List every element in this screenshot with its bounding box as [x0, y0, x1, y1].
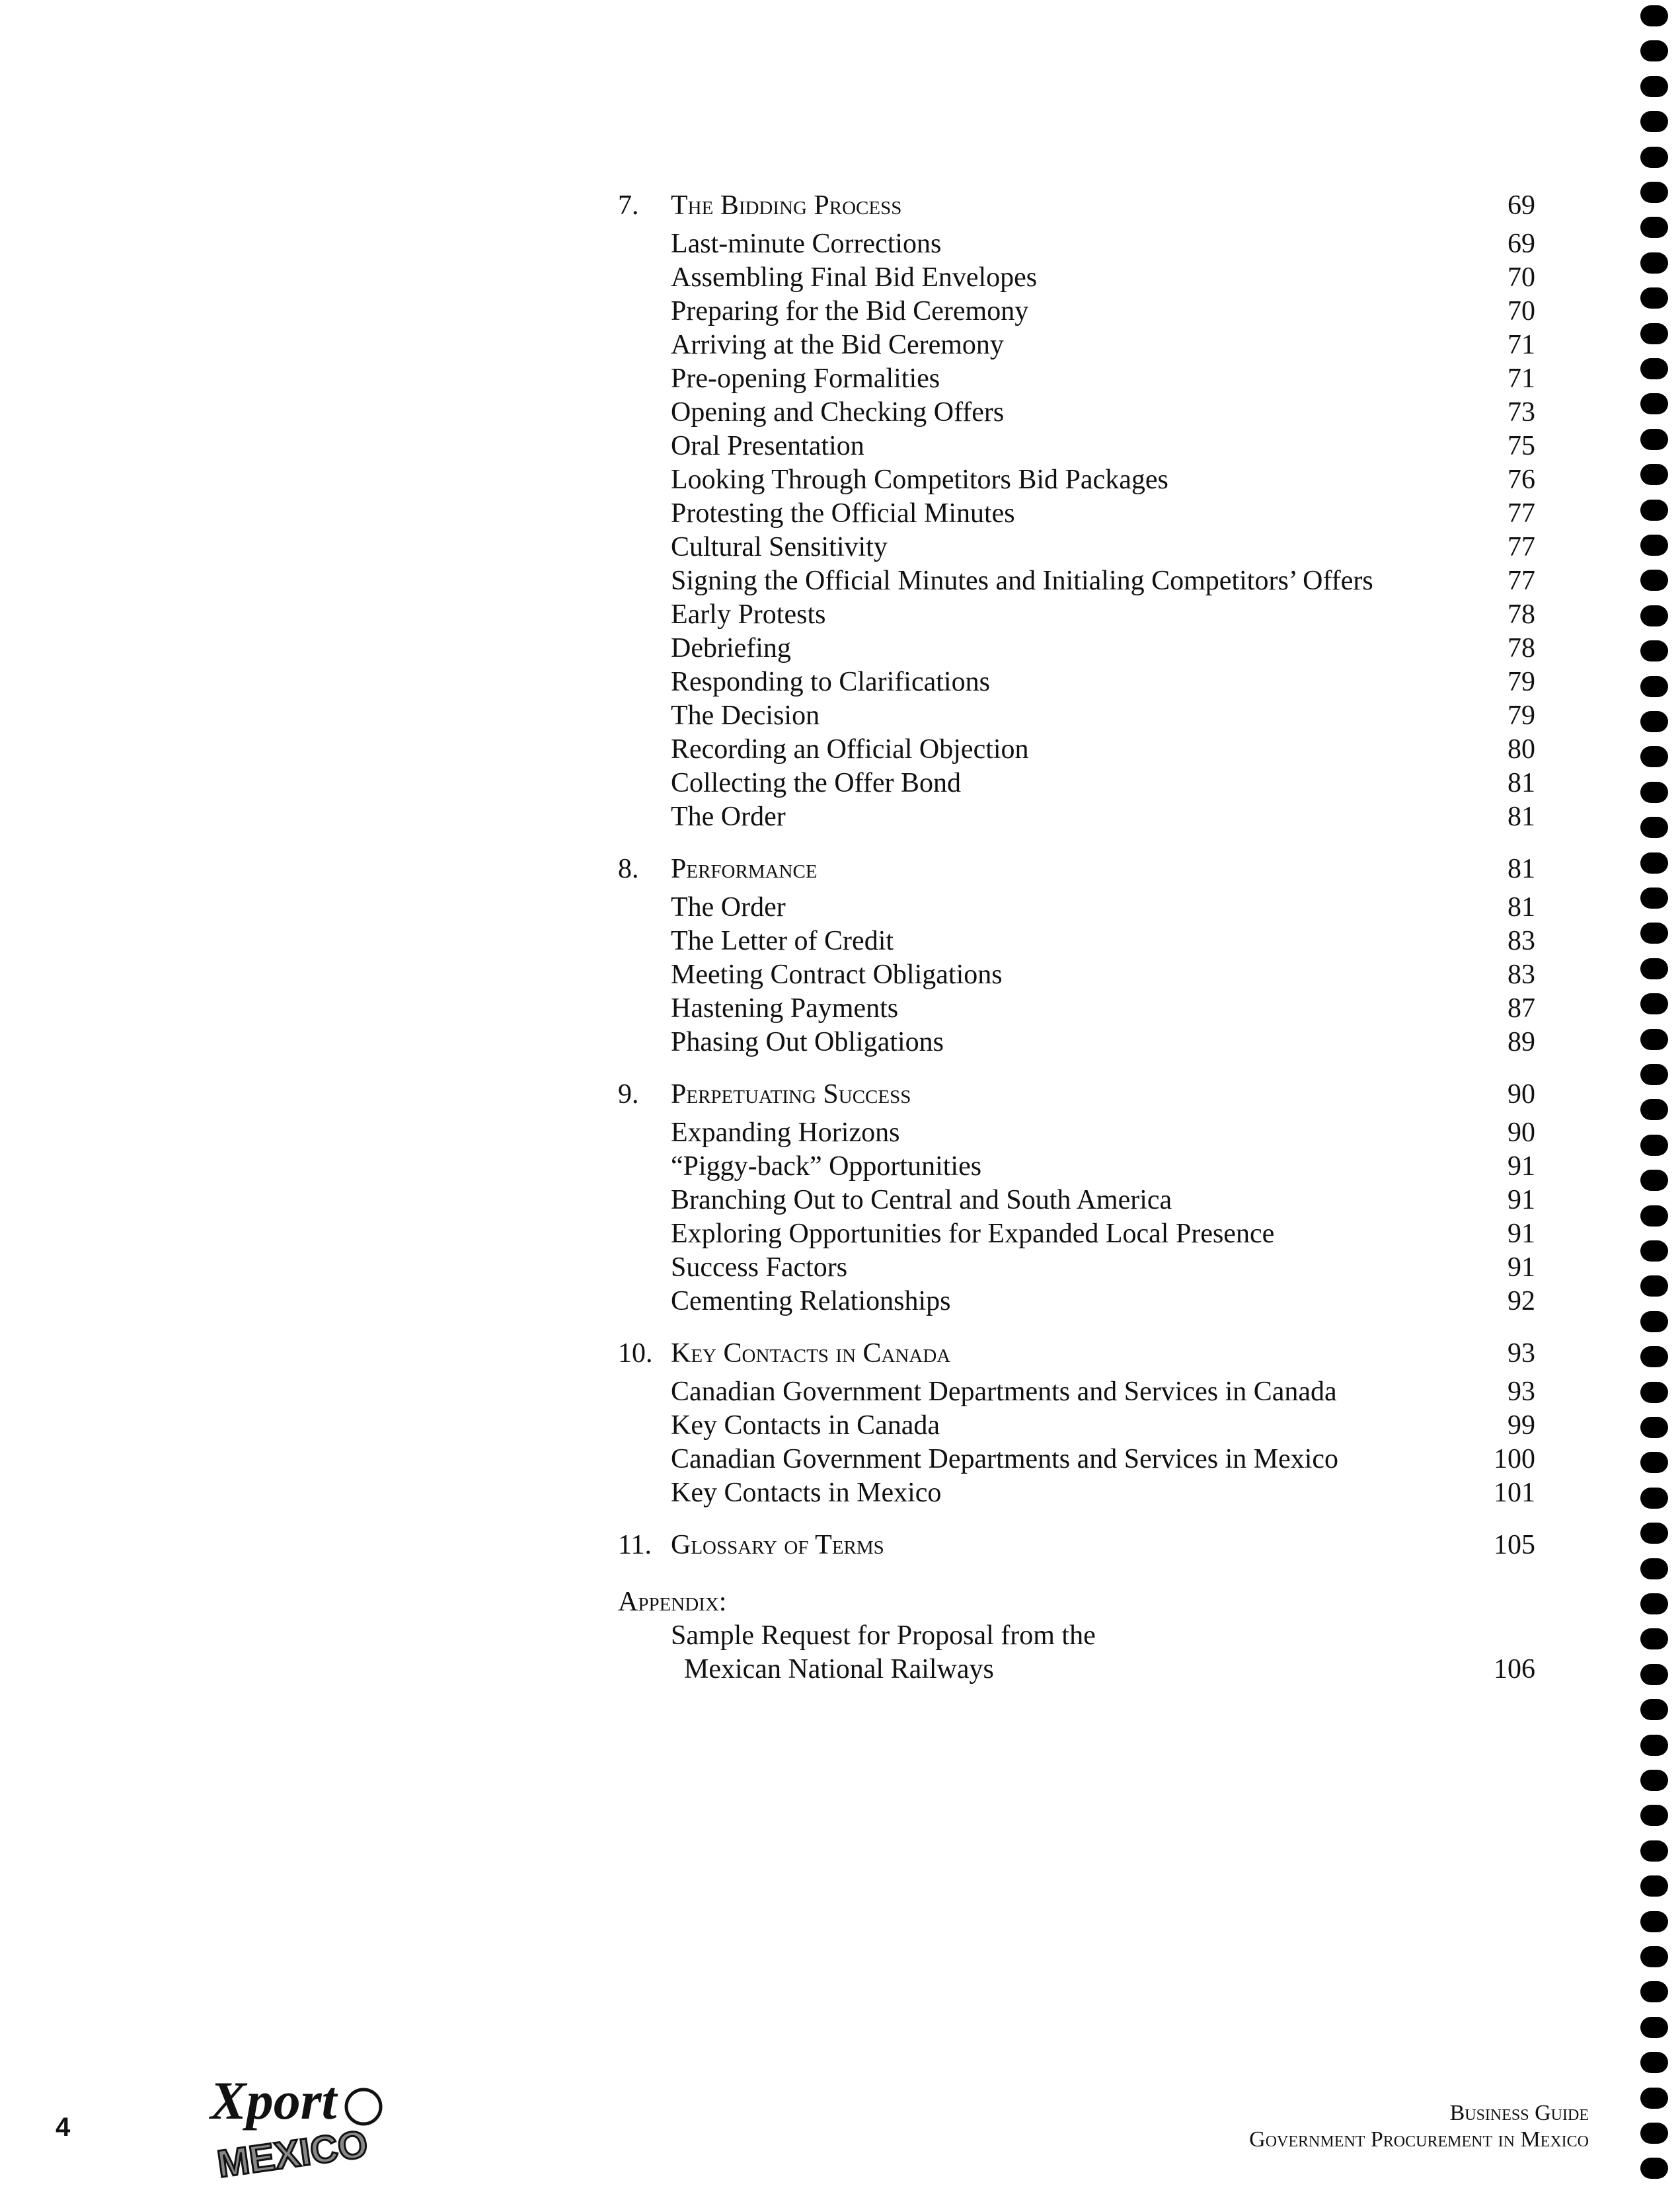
entry-title: Collecting the Offer Bond: [671, 768, 961, 798]
entry-title: Last-minute Corrections: [671, 229, 942, 259]
binding-hole: [1640, 1946, 1668, 1967]
toc-entry: [618, 1217, 1535, 1251]
entry-title: Assembling Final Bid Envelopes: [671, 262, 1038, 293]
entry-title: Hastening Payments: [671, 993, 899, 1024]
entry-page: 77: [1508, 498, 1535, 529]
binding-hole: [1640, 1981, 1668, 2002]
toc-section-heading: [618, 1529, 1535, 1567]
entry-page: 73: [1508, 397, 1535, 428]
binding-hole: [1640, 1840, 1668, 1862]
entry-title: Phasing Out Obligations: [671, 1027, 944, 1057]
toc-entry: [618, 362, 1535, 396]
entry-title: Expanding Horizons: [671, 1117, 900, 1148]
entry-page: 101: [1494, 1478, 1535, 1508]
entry-page: 93: [1508, 1377, 1535, 1407]
entry-page: 83: [1508, 926, 1535, 956]
binding-hole: [1640, 429, 1668, 450]
entry-page: 90: [1508, 1117, 1535, 1148]
guide-footer: [1249, 2100, 1589, 2153]
toc-entry: [618, 733, 1535, 767]
appendix-entry-line2: [618, 1653, 1535, 1686]
binding-hole: [1640, 817, 1668, 838]
binding-hole: [1640, 76, 1668, 97]
logo-word-mexico: MEXICO: [214, 2122, 371, 2179]
toc-entry: [618, 261, 1535, 295]
entry-page: 100: [1494, 1444, 1535, 1474]
binding-hole: [1640, 111, 1668, 132]
guide-title: Business Guide: [1449, 2101, 1589, 2125]
entry-title: Opening and Checking Offers: [671, 397, 1005, 428]
binding-hole: [1640, 182, 1668, 203]
entry-title: The Decision: [671, 700, 820, 731]
binding-hole: [1640, 1628, 1668, 1649]
toc-entry: [618, 227, 1535, 261]
toc-entry: [618, 1443, 1535, 1476]
binding-hole: [1640, 570, 1668, 591]
entry-page: 92: [1508, 1286, 1535, 1316]
binding-hole: [1640, 393, 1668, 414]
binding-hole: [1640, 358, 1668, 379]
section-number: 10.: [618, 1338, 653, 1369]
binding-hole: [1640, 852, 1668, 874]
entry-page: 77: [1508, 566, 1535, 596]
binding-hole: [1640, 464, 1668, 485]
entry-title: Preparing for the Bid Ceremony: [671, 296, 1029, 326]
entry-title: Responding to Clarifications: [671, 667, 990, 697]
section-page: 105: [1494, 1530, 1535, 1560]
binding-hole: [1640, 1770, 1668, 1791]
binding-hole: [1640, 1488, 1668, 1509]
section-title: Performance: [671, 854, 818, 884]
entry-page: 81: [1508, 768, 1535, 798]
toc-entry: [618, 430, 1535, 463]
entry-title: Exploring Opportunities for Expanded Local Presence: [671, 1219, 1275, 1249]
entry-page: 70: [1508, 262, 1535, 293]
export-mexico-logo: [198, 2067, 397, 2179]
section-number: 11.: [618, 1530, 652, 1560]
toc-section: [618, 1078, 1535, 1318]
entry-page: 79: [1508, 667, 1535, 697]
entry-title: Success Factors: [671, 1252, 848, 1283]
section-number: 7.: [618, 190, 639, 221]
section-page: 81: [1508, 854, 1535, 884]
toc-section: [618, 1529, 1535, 1567]
section-number: 8.: [618, 854, 639, 884]
binding-hole: [1640, 746, 1668, 767]
entry-page: 91: [1508, 1252, 1535, 1283]
entry-page: 91: [1508, 1219, 1535, 1249]
toc-entry: [618, 767, 1535, 800]
entry-page: 89: [1508, 1027, 1535, 1057]
binding-hole: [1640, 993, 1668, 1014]
toc-entry: [618, 1116, 1535, 1150]
entry-page: 76: [1508, 465, 1535, 495]
binding-hole: [1640, 323, 1668, 344]
binding-hole: [1640, 782, 1668, 803]
entry-page: 91: [1508, 1185, 1535, 1215]
toc-entry: [618, 699, 1535, 733]
spiral-binding: [1638, 0, 1672, 2192]
section-title: Perpetuating Success: [671, 1079, 911, 1110]
entry-page: 69: [1508, 229, 1535, 259]
logo-word-xport: Xport: [210, 2070, 337, 2131]
binding-hole: [1640, 2052, 1668, 2073]
entry-title: Key Contacts in Canada: [671, 1410, 940, 1441]
binding-hole: [1640, 535, 1668, 556]
binding-hole: [1640, 1240, 1668, 1262]
binding-hole: [1640, 1099, 1668, 1120]
toc-entry: [618, 598, 1535, 632]
entry-page: 83: [1508, 960, 1535, 990]
toc-entry: [618, 800, 1535, 834]
toc-entry: [618, 463, 1535, 497]
entry-title: “Piggy-back” Opportunities: [671, 1151, 982, 1182]
entry-title: Meeting Contract Obligations: [671, 960, 1003, 990]
binding-hole: [1640, 1170, 1668, 1191]
export-mexico-logo-graphic: [198, 2067, 397, 2179]
entry-page: 77: [1508, 532, 1535, 562]
entry-page: 71: [1508, 330, 1535, 360]
binding-hole: [1640, 1911, 1668, 1932]
appendix-page: 106: [1494, 1654, 1535, 1684]
binding-hole: [1640, 1735, 1668, 1756]
entry-title: The Letter of Credit: [671, 926, 894, 956]
toc-section-heading: [618, 852, 1535, 891]
toc-entry: [618, 396, 1535, 430]
section-title: The Bidding Process: [671, 190, 902, 221]
binding-hole: [1640, 500, 1668, 521]
entry-page: 99: [1508, 1410, 1535, 1441]
entry-page: 80: [1508, 734, 1535, 765]
entry-page: 79: [1508, 700, 1535, 731]
entry-title: Cultural Sensitivity: [671, 532, 888, 562]
entry-title: Early Protests: [671, 599, 826, 630]
entry-title: Pre-opening Formalities: [671, 363, 940, 394]
binding-hole: [1640, 711, 1668, 732]
toc-entry: [618, 891, 1535, 925]
binding-hole: [1640, 1452, 1668, 1473]
entry-title: Debriefing: [671, 633, 791, 663]
binding-hole: [1640, 2123, 1668, 2144]
section-title: Glossary of Terms: [671, 1530, 884, 1560]
binding-hole: [1640, 1382, 1668, 1403]
entry-title: Branching Out to Central and South America: [671, 1185, 1172, 1215]
toc-entry: [618, 1409, 1535, 1443]
binding-hole: [1640, 1346, 1668, 1367]
binding-hole: [1640, 676, 1668, 697]
section-page: 90: [1508, 1079, 1535, 1110]
binding-hole: [1640, 1805, 1668, 1826]
entry-page: 78: [1508, 633, 1535, 663]
binding-hole: [1640, 147, 1668, 168]
appendix-title-line1: Sample Request for Proposal from the: [671, 1620, 1096, 1651]
entry-page: 78: [1508, 599, 1535, 630]
binding-hole: [1640, 958, 1668, 979]
toc-entry: [618, 295, 1535, 328]
binding-hole: [1640, 1135, 1668, 1156]
section-number: 9.: [618, 1079, 639, 1110]
toc-section-heading: [618, 1078, 1535, 1116]
binding-hole: [1640, 1275, 1668, 1297]
appendix-heading: Appendix:: [618, 1587, 727, 1617]
toc-appendix: [618, 1585, 1535, 1686]
entry-page: 75: [1508, 431, 1535, 461]
binding-hole: [1640, 2158, 1668, 2179]
toc-entry: [618, 1184, 1535, 1217]
toc-entry: [618, 632, 1535, 665]
toc-entry: [618, 958, 1535, 992]
toc-entry: [618, 1026, 1535, 1059]
entry-page: 87: [1508, 993, 1535, 1024]
toc-entry: [618, 1285, 1535, 1318]
toc-section: [618, 1337, 1535, 1510]
table-of-contents: [618, 189, 1535, 1705]
toc-entry: [618, 665, 1535, 699]
binding-hole: [1640, 1593, 1668, 1614]
binding-hole: [1640, 40, 1668, 61]
section-page: 93: [1508, 1338, 1535, 1369]
binding-hole: [1640, 888, 1668, 909]
section-title: Key Contacts in Canada: [671, 1338, 951, 1369]
binding-hole: [1640, 923, 1668, 944]
binding-hole: [1640, 1417, 1668, 1438]
binding-hole: [1640, 1664, 1668, 1685]
toc-section-heading: [618, 1337, 1535, 1375]
toc-entry: [618, 1375, 1535, 1409]
toc-entry: [618, 1150, 1535, 1184]
toc-section: [618, 189, 1535, 834]
entry-title: Canadian Government Departments and Services in Canada: [671, 1377, 1337, 1407]
binding-hole: [1640, 605, 1668, 626]
appendix-heading-row: [618, 1585, 1535, 1619]
toc-entry: [618, 992, 1535, 1026]
entry-page: 81: [1508, 802, 1535, 832]
binding-hole: [1640, 1558, 1668, 1579]
toc-section-heading: [618, 189, 1535, 227]
entry-title: Recording an Official Objection: [671, 734, 1029, 765]
section-page: 69: [1508, 190, 1535, 221]
binding-hole: [1640, 1064, 1668, 1085]
toc-entry: [618, 1476, 1535, 1510]
entry-title: Cementing Relationships: [671, 1286, 951, 1316]
entry-page: 71: [1508, 363, 1535, 394]
entry-page: 81: [1508, 892, 1535, 923]
toc-entry: [618, 531, 1535, 564]
entry-title: The Order: [671, 892, 786, 923]
binding-hole: [1640, 1699, 1668, 1720]
toc-entry: [618, 497, 1535, 531]
entry-page: 70: [1508, 296, 1535, 326]
entry-title: Key Contacts in Mexico: [671, 1478, 942, 1508]
page-number: 4: [56, 2113, 71, 2142]
entry-title: The Order: [671, 802, 786, 832]
appendix-entry-line1: [618, 1619, 1535, 1653]
binding-hole: [1640, 217, 1668, 238]
binding-hole: [1640, 2017, 1668, 2038]
binding-hole: [1640, 1311, 1668, 1332]
binding-hole: [1640, 5, 1668, 26]
toc-entry: [618, 564, 1535, 598]
binding-hole: [1640, 1523, 1668, 1544]
binding-hole: [1640, 1205, 1668, 1227]
binding-hole: [1640, 640, 1668, 661]
binding-hole: [1640, 2088, 1668, 2109]
toc-section: [618, 852, 1535, 1059]
toc-entry: [618, 1251, 1535, 1285]
entry-title: Canadian Government Departments and Services in Mexico: [671, 1444, 1339, 1474]
entry-title: Arriving at the Bid Ceremony: [671, 330, 1004, 360]
toc-entry: [618, 925, 1535, 958]
entry-title: Looking Through Competitors Bid Packages: [671, 465, 1168, 495]
guide-subtitle: Government Procurement in Mexico: [1249, 2127, 1589, 2152]
toc-entry: [618, 328, 1535, 362]
entry-title: Protesting the Official Minutes: [671, 498, 1015, 529]
binding-hole: [1640, 287, 1668, 309]
logo-circle-icon: [346, 2090, 381, 2124]
entry-title: Signing the Official Minutes and Initialing Competitors’ Offers: [671, 566, 1373, 596]
entry-page: 91: [1508, 1151, 1535, 1182]
binding-hole: [1640, 1029, 1668, 1050]
binding-hole: [1640, 252, 1668, 274]
appendix-title-line2: Mexican National Railways: [684, 1654, 994, 1684]
entry-title: Oral Presentation: [671, 431, 864, 461]
binding-hole: [1640, 1875, 1668, 1897]
